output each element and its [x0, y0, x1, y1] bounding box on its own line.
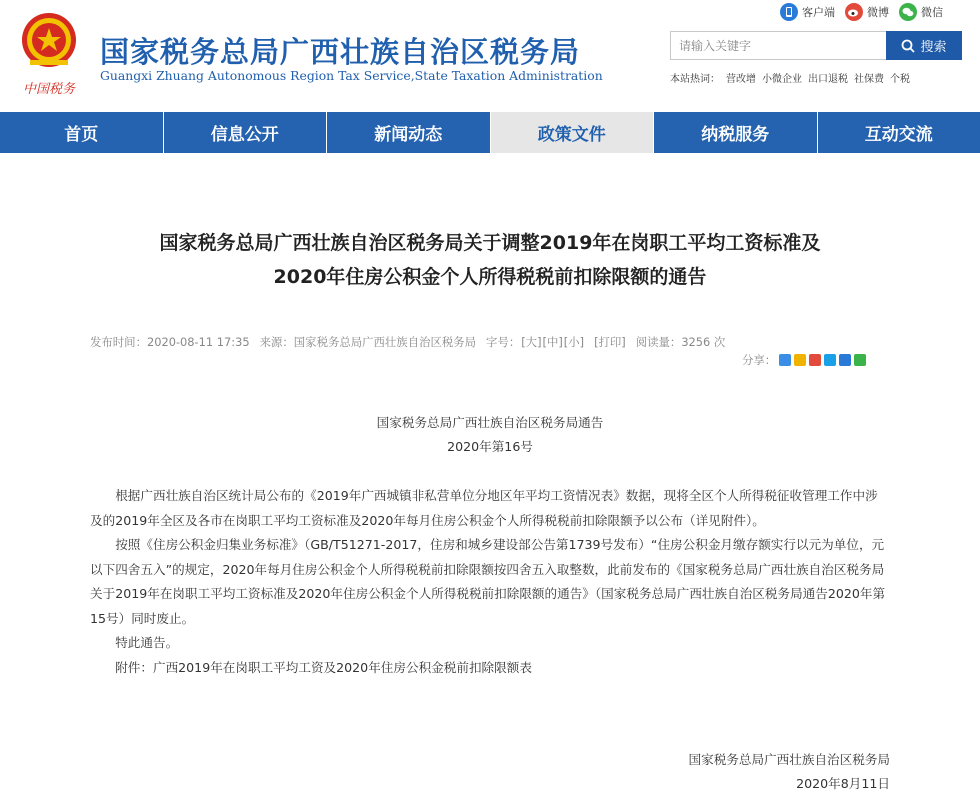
- site-title[interactable]: 国家税务总局广西壮族自治区税务局: [100, 35, 581, 69]
- nav-item-news[interactable]: 新闻动态: [327, 112, 491, 153]
- article-meta: [90, 334, 725, 350]
- quicklink-label: 客户端: [802, 6, 835, 19]
- site-subtitle: Guangxi Zhuang Autonomous Region Tax Service,State Taxation Administration: [100, 68, 603, 83]
- quicklink-wechat[interactable]: [899, 3, 943, 21]
- signature-date: 2020年8月11日: [796, 776, 890, 791]
- font-size-label: 字号：: [486, 335, 521, 349]
- quicklinks: [780, 3, 943, 21]
- doc-issuer: 国家税务总局广西壮族自治区税务局通告: [376, 415, 604, 430]
- quicklink-client[interactable]: [780, 3, 835, 21]
- search-bar: [670, 31, 962, 60]
- signature: 国家税务总局广西壮族自治区税务局: [688, 752, 890, 767]
- share-more-icon[interactable]: [779, 354, 791, 366]
- nav-item-interaction[interactable]: 互动交流: [864, 125, 933, 145]
- body-paragraph: 按照《住房公积金归集业务标准》（GB/T51271-2017，住房和城乡建设部公告第1739号发布）“住房公积金月缴存额实行以元为单位，元以下四舍五入”的规定，2020年每月住房公积金个人所得税税前扣除限额按四舍五入取整数，此前发布的《国家税务总局广西壮族自治区税务局关于2019年在岗职工平均工资标准及2020年住房公积金个人所得税税前扣除限额的通告》（国家税务总局广西壮族自治区税务局通告2020年第15号）同时废止。: [90, 537, 886, 626]
- search-button-label: 搜索: [920, 40, 947, 55]
- emblem-caption: 中国税务: [22, 82, 76, 97]
- site-header: [0, 0, 980, 112]
- body-paragraph: 特此通告。: [115, 635, 179, 650]
- hot-word-link[interactable]: 营改增: [726, 74, 756, 85]
- font-size-small[interactable]: [小]: [563, 335, 585, 349]
- nav-item-service[interactable]: 纳税服务: [654, 112, 818, 153]
- search-input[interactable]: [670, 31, 886, 60]
- print-link[interactable]: [打印]: [594, 335, 626, 349]
- hot-word-link[interactable]: 小微企业: [762, 74, 802, 85]
- hot-word-link[interactable]: 个税: [890, 74, 910, 85]
- article-title-line2: 2020年住房公积金个人所得税税前扣除限额的通告: [273, 266, 707, 288]
- share-bar: [742, 352, 866, 368]
- share-weibo-icon[interactable]: [809, 354, 821, 366]
- hot-word-link[interactable]: 出口退税: [808, 74, 848, 85]
- nav-item-info[interactable]: 信息公开: [164, 112, 328, 153]
- share-qq-icon[interactable]: [839, 354, 851, 366]
- hot-words-label: 本站热词：: [670, 74, 720, 85]
- nav-item-home[interactable]: 首页: [0, 112, 164, 153]
- publish-time: 发布时间：2020-08-11 17:35: [90, 335, 250, 349]
- font-size-medium[interactable]: [中]: [542, 335, 563, 349]
- quicklink-label: 微博: [867, 6, 889, 19]
- article-source: 来源：国家税务总局广西壮族自治区税务局: [259, 335, 477, 349]
- view-count: 阅读量：3256 次: [635, 335, 726, 349]
- share-tencent-icon[interactable]: [824, 354, 836, 366]
- share-qzone-icon[interactable]: [794, 354, 806, 366]
- font-size-large[interactable]: [大]: [521, 335, 542, 349]
- quicklink-label: 微信: [921, 6, 943, 19]
- weibo-icon: [845, 3, 863, 21]
- quicklink-weibo[interactable]: [845, 3, 889, 21]
- article-body: [90, 484, 890, 680]
- article-title-line1: 国家税务总局广西壮族自治区税务局关于调整2019年在岗职工平均工资标准及: [159, 232, 821, 254]
- font-size-controls: [486, 334, 584, 350]
- share-wechat-icon[interactable]: [854, 354, 866, 366]
- share-label: 分享：: [742, 353, 777, 367]
- attachment-line[interactable]: 附件：广西2019年在岗职工平均工资及2020年住房公积金税前扣除限额表: [115, 659, 532, 675]
- search-button[interactable]: [886, 31, 962, 60]
- hot-words: [670, 70, 910, 85]
- main-nav: [0, 112, 980, 153]
- doc-number: 2020年第16号: [447, 439, 533, 454]
- wechat-icon: [899, 3, 917, 21]
- hot-word-link[interactable]: 社保费: [854, 74, 884, 85]
- nav-item-policy[interactable]: 政策文件: [491, 112, 655, 153]
- body-paragraph: 根据广西壮族自治区统计局公布的《2019年广西城镇非私营单位分地区年平均工资情况表》数据，现将全区个人所得税征收管理工作中涉及的2019年全区及各市在岗职工平均工资标准及2020年每月住房公积金个人所得税税前扣除限额予以公布（详见附件）。: [90, 488, 878, 528]
- mobile-client-icon: [780, 3, 798, 21]
- article-title: [40, 226, 940, 294]
- search-icon: [901, 39, 915, 53]
- tax-emblem-logo[interactable]: [16, 10, 82, 100]
